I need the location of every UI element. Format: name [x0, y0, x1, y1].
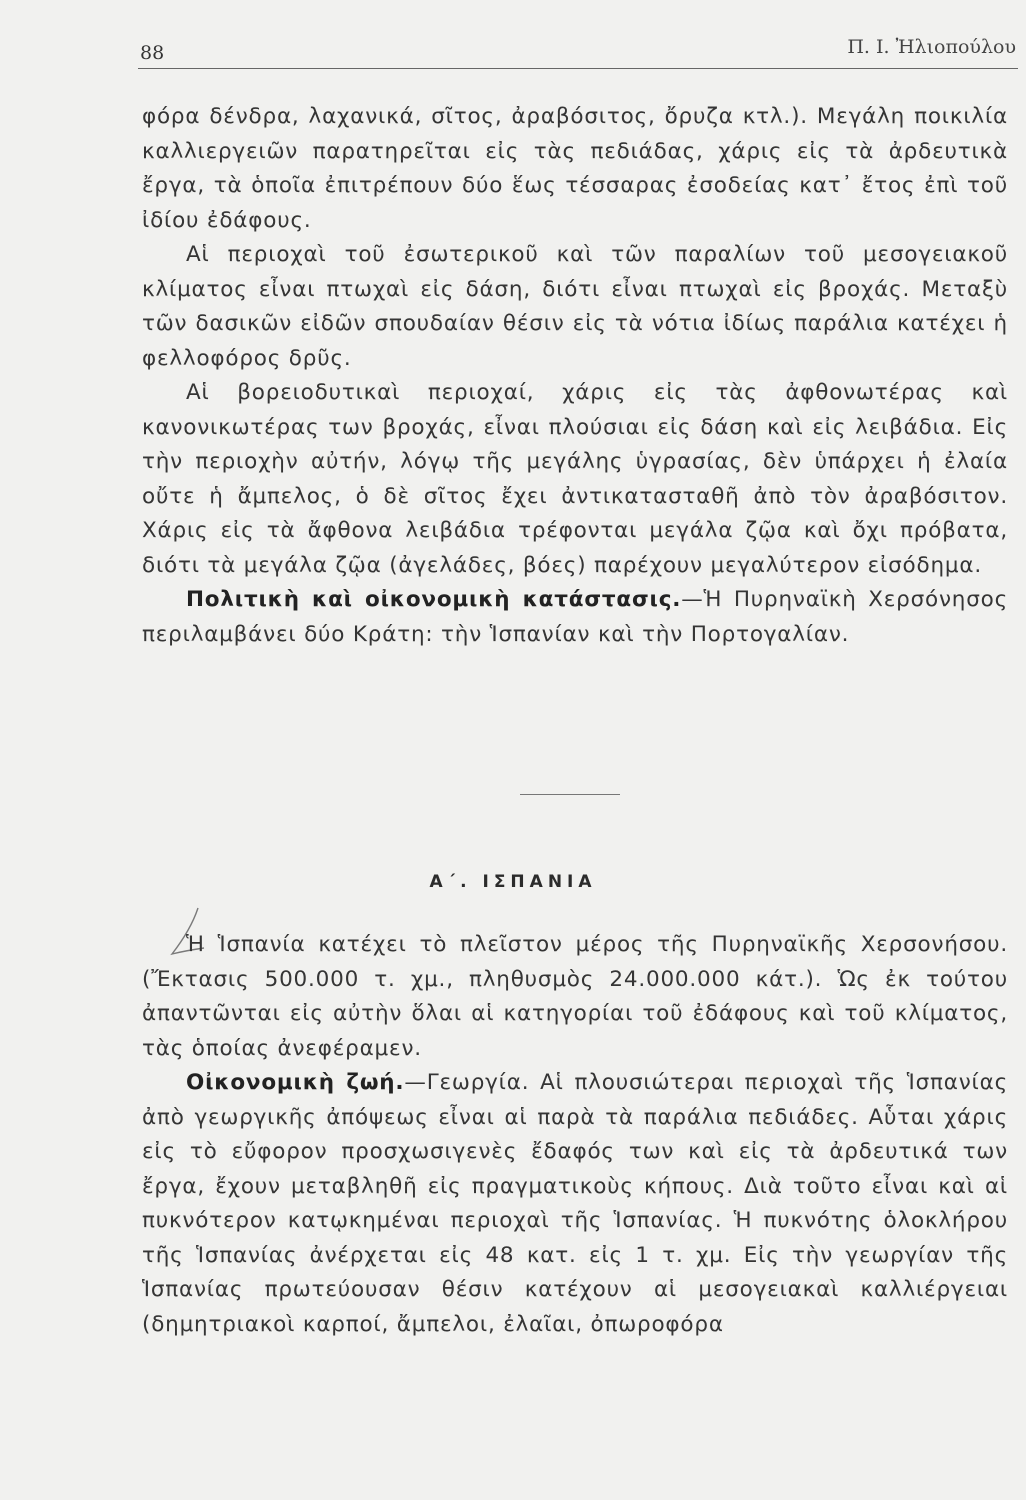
- paragraph-northwest-regions: Αἱ βορειοδυτικαὶ περιοχαί, χάρις εἰς τὰς ἀφθονωτέρας καὶ κανονικωτέρας των βροχάς, εἶναι πλούσιαι εἰς δάση καὶ εἰς λειβάδια. Εἰς τὴν περιοχὴν αὐτήν, λόγῳ τῆς μεγάλης ὑγρασίας, δὲν ὑπάρχει ἡ ἐλαία οὔτε ἡ ἄμπελος, ὁ δὲ σῖτος ἔχει ἀντικατασταθῆ ἀπὸ τὸν ἀραβόσιτον. Χάρις εἰς τὰ ἄφθονα λειβάδια τρέφονται μεγάλα ζῷα καὶ ὄχι πρόβατα, διότι τὰ μεγάλα ζῷα (ἀγελάδες, βόες) παρέχουν μεγαλύτερον εἰσόδημα.: [142, 380, 1008, 578]
- political-text: —Ἡ Πυρηναϊκὴ Χερσόνησος περιλαμβάνει δύο Κράτη: τὴν Ἱσπανίαν καὶ τὴν Πορτογαλίαν.: [142, 587, 1009, 647]
- section-title: Α΄. ΙΣΠΑΝΙΑ: [429, 872, 597, 892]
- page-header: [140, 36, 1016, 72]
- continued-text: [142, 100, 1008, 652]
- section-divider: [520, 794, 620, 795]
- political-heading: Πολιτικὴ καὶ οἰκονομικὴ κατάστασις.: [186, 587, 682, 612]
- economy-text: —Γεωργία. Αἱ πλουσιώτεραι περιοχαὶ τῆς Ἱσπανίας ἀπὸ γεωργικῆς ἀπόψεως εἶναι αἱ παρὰ τὰ παράλια πεδιάδες. Αὗται χάρις εἰς τὸ εὔφορον προσχωσιγενὲς ἔδαφός των καὶ εἰς τὰ ἀρδευτικά των ἔργα, ἔχουν μεταβληθῆ εἰς πραγματικοὺς κήπους. Διὰ τοῦτο εἶναι καὶ αἱ πυκνότερον κατῳκημέναι περιοχαὶ τῆς Ἱσπανίας. Ἡ πυκνότης ὁλοκλήρου τῆς Ἱσπανίας ἀνέρχεται εἰς 48 κατ. εἰς 1 τ. χμ. Εἰς τὴν γεωργίαν τῆς Ἱσπανίας πρωτεύουσαν θέσιν κατέχουν αἱ μεσογειακαὶ καλλιέργειαι (δημητριακοὶ καρποί, ἄμπελοι, ἐλαῖαι, ὀπωροφόρα: [142, 1070, 1008, 1337]
- page-number: 88: [140, 42, 165, 64]
- paragraph-economy: [142, 1066, 1008, 1342]
- paragraph-crops: φόρα δένδρα, λαχανικά, σῖτος, ἀραβόσιτος, ὄρυζα κτλ.). Μεγάλη ποικιλία καλλιεργειῶν παρατηρεῖται εἰς τὰς πεδιάδας, χάρις εἰς τὰ ἀρδευτικὰ ἔργα, τὰ ὁποῖα ἐπιτρέπουν δύο ἕως τέσσαρας ἐσοδείας κατ᾽ ἔτος ἐπὶ τοῦ ἰδίου ἐδάφους.: [142, 104, 1008, 233]
- paragraph-political-situation: [142, 583, 1008, 652]
- spain-section-text: [142, 928, 1008, 1342]
- header-rule: [138, 68, 1018, 69]
- economy-heading: Οἰκονομικὴ ζωή.: [186, 1070, 405, 1095]
- paragraph-spain-intro: Ἡ Ἱσπανία κατέχει τὸ πλεῖστον μέρος τῆς Πυρηναϊκῆς Χερσονήσου. (Ἔκτασις 500.000 τ. χμ., πληθυσμὸς 24.000.000 κάτ.). Ὡς ἐκ τούτου ἀπαντῶνται εἰς αὐτὴν ὅλαι αἱ κατηγορίαι τοῦ ἐδάφους καὶ τοῦ κλίματος, τὰς ὁποίας ἀνεφέραμεν.: [142, 932, 1008, 1061]
- running-head: Π. Ι. Ἠλιοπούλου: [847, 36, 1016, 58]
- paragraph-interior-regions: Αἱ περιοχαὶ τοῦ ἐσωτερικοῦ καὶ τῶν παραλίων τοῦ μεσογειακοῦ κλίματος εἶναι πτωχαὶ εἰς δάση, διότι εἶναι πτωχαὶ εἰς βροχάς. Μεταξὺ τῶν δασικῶν εἰδῶν σπουδαίαν θέσιν εἰς τὰ νότια ἰδίως παράλια κατέχει ἡ φελλοφόρος δρῦς.: [142, 242, 1008, 371]
